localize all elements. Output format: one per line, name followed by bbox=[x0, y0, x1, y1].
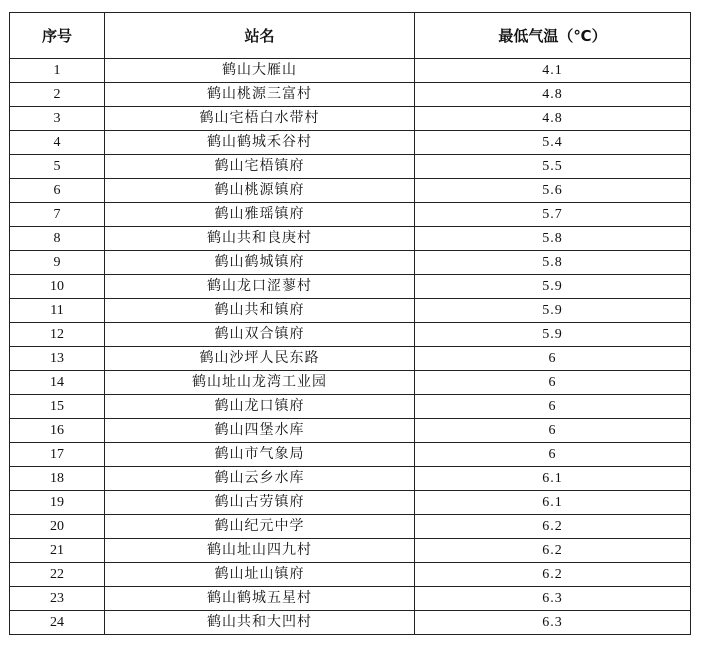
table-row bbox=[10, 395, 691, 419]
table-row bbox=[10, 491, 691, 515]
cell-no: 12 bbox=[10, 323, 105, 347]
cell-min-temp: 5.5 bbox=[415, 155, 691, 179]
cell-station-name: 鹤山古劳镇府 bbox=[105, 491, 415, 515]
cell-min-temp: 5.7 bbox=[415, 203, 691, 227]
cell-station-name: 鹤山宅梧白水带村 bbox=[105, 107, 415, 131]
table-row bbox=[10, 251, 691, 275]
header-no: 序号 bbox=[10, 13, 105, 59]
table-row bbox=[10, 275, 691, 299]
cell-station-name: 鹤山龙口镇府 bbox=[105, 395, 415, 419]
table-row bbox=[10, 611, 691, 635]
table-row bbox=[10, 179, 691, 203]
table-row bbox=[10, 587, 691, 611]
cell-min-temp: 6.1 bbox=[415, 467, 691, 491]
table-row bbox=[10, 419, 691, 443]
table-row bbox=[10, 59, 691, 83]
cell-no: 20 bbox=[10, 515, 105, 539]
cell-min-temp: 4.8 bbox=[415, 107, 691, 131]
cell-no: 23 bbox=[10, 587, 105, 611]
cell-no: 9 bbox=[10, 251, 105, 275]
table-row bbox=[10, 467, 691, 491]
cell-station-name: 鹤山沙坪人民东路 bbox=[105, 347, 415, 371]
cell-station-name: 鹤山址山龙湾工业园 bbox=[105, 371, 415, 395]
cell-station-name: 鹤山大雁山 bbox=[105, 59, 415, 83]
cell-no: 17 bbox=[10, 443, 105, 467]
cell-no: 19 bbox=[10, 491, 105, 515]
cell-no: 13 bbox=[10, 347, 105, 371]
table-row bbox=[10, 227, 691, 251]
table-row bbox=[10, 299, 691, 323]
table-row bbox=[10, 131, 691, 155]
cell-no: 5 bbox=[10, 155, 105, 179]
cell-station-name: 鹤山鹤城五星村 bbox=[105, 587, 415, 611]
table-header-row bbox=[10, 13, 691, 59]
cell-no: 15 bbox=[10, 395, 105, 419]
table-row bbox=[10, 83, 691, 107]
cell-no: 18 bbox=[10, 467, 105, 491]
cell-station-name: 鹤山鹤城禾谷村 bbox=[105, 131, 415, 155]
cell-no: 8 bbox=[10, 227, 105, 251]
cell-min-temp: 6.2 bbox=[415, 563, 691, 587]
cell-station-name: 鹤山址山镇府 bbox=[105, 563, 415, 587]
cell-no: 14 bbox=[10, 371, 105, 395]
cell-min-temp: 6 bbox=[415, 371, 691, 395]
cell-min-temp: 6 bbox=[415, 443, 691, 467]
cell-station-name: 鹤山鹤城镇府 bbox=[105, 251, 415, 275]
cell-min-temp: 5.9 bbox=[415, 275, 691, 299]
cell-no: 11 bbox=[10, 299, 105, 323]
cell-no: 10 bbox=[10, 275, 105, 299]
cell-station-name: 鹤山共和良庚村 bbox=[105, 227, 415, 251]
cell-station-name: 鹤山雅瑶镇府 bbox=[105, 203, 415, 227]
cell-min-temp: 5.6 bbox=[415, 179, 691, 203]
table-row bbox=[10, 443, 691, 467]
header-station-name: 站名 bbox=[105, 13, 415, 59]
table-row bbox=[10, 203, 691, 227]
cell-no: 22 bbox=[10, 563, 105, 587]
cell-station-name: 鹤山共和镇府 bbox=[105, 299, 415, 323]
cell-station-name: 鹤山四堡水库 bbox=[105, 419, 415, 443]
cell-no: 21 bbox=[10, 539, 105, 563]
table-body bbox=[10, 59, 691, 635]
cell-station-name: 鹤山桃源三富村 bbox=[105, 83, 415, 107]
cell-no: 2 bbox=[10, 83, 105, 107]
cell-min-temp: 6 bbox=[415, 347, 691, 371]
cell-min-temp: 5.9 bbox=[415, 323, 691, 347]
cell-min-temp: 6.2 bbox=[415, 539, 691, 563]
table-row bbox=[10, 539, 691, 563]
cell-no: 1 bbox=[10, 59, 105, 83]
cell-station-name: 鹤山纪元中学 bbox=[105, 515, 415, 539]
cell-station-name: 鹤山桃源镇府 bbox=[105, 179, 415, 203]
header-min-temp: 最低气温（℃） bbox=[415, 13, 691, 59]
cell-station-name: 鹤山址山四九村 bbox=[105, 539, 415, 563]
cell-no: 4 bbox=[10, 131, 105, 155]
cell-min-temp: 5.8 bbox=[415, 227, 691, 251]
cell-station-name: 鹤山云乡水库 bbox=[105, 467, 415, 491]
table-row bbox=[10, 371, 691, 395]
cell-min-temp: 6 bbox=[415, 419, 691, 443]
cell-no: 3 bbox=[10, 107, 105, 131]
cell-min-temp: 4.1 bbox=[415, 59, 691, 83]
table-row bbox=[10, 155, 691, 179]
table-row bbox=[10, 515, 691, 539]
cell-station-name: 鹤山龙口涩蓼村 bbox=[105, 275, 415, 299]
cell-station-name: 鹤山共和大凹村 bbox=[105, 611, 415, 635]
cell-no: 7 bbox=[10, 203, 105, 227]
cell-min-temp: 5.8 bbox=[415, 251, 691, 275]
cell-min-temp: 6.2 bbox=[415, 515, 691, 539]
cell-min-temp: 5.4 bbox=[415, 131, 691, 155]
table-row bbox=[10, 563, 691, 587]
cell-no: 24 bbox=[10, 611, 105, 635]
cell-station-name: 鹤山宅梧镇府 bbox=[105, 155, 415, 179]
cell-min-temp: 5.9 bbox=[415, 299, 691, 323]
table-row bbox=[10, 323, 691, 347]
table-row bbox=[10, 347, 691, 371]
cell-min-temp: 4.8 bbox=[415, 83, 691, 107]
cell-min-temp: 6.3 bbox=[415, 611, 691, 635]
cell-min-temp: 6.1 bbox=[415, 491, 691, 515]
cell-station-name: 鹤山双合镇府 bbox=[105, 323, 415, 347]
cell-no: 6 bbox=[10, 179, 105, 203]
table-row bbox=[10, 107, 691, 131]
min-temperature-table bbox=[9, 12, 691, 635]
cell-min-temp: 6 bbox=[415, 395, 691, 419]
cell-station-name: 鹤山市气象局 bbox=[105, 443, 415, 467]
cell-min-temp: 6.3 bbox=[415, 587, 691, 611]
cell-no: 16 bbox=[10, 419, 105, 443]
